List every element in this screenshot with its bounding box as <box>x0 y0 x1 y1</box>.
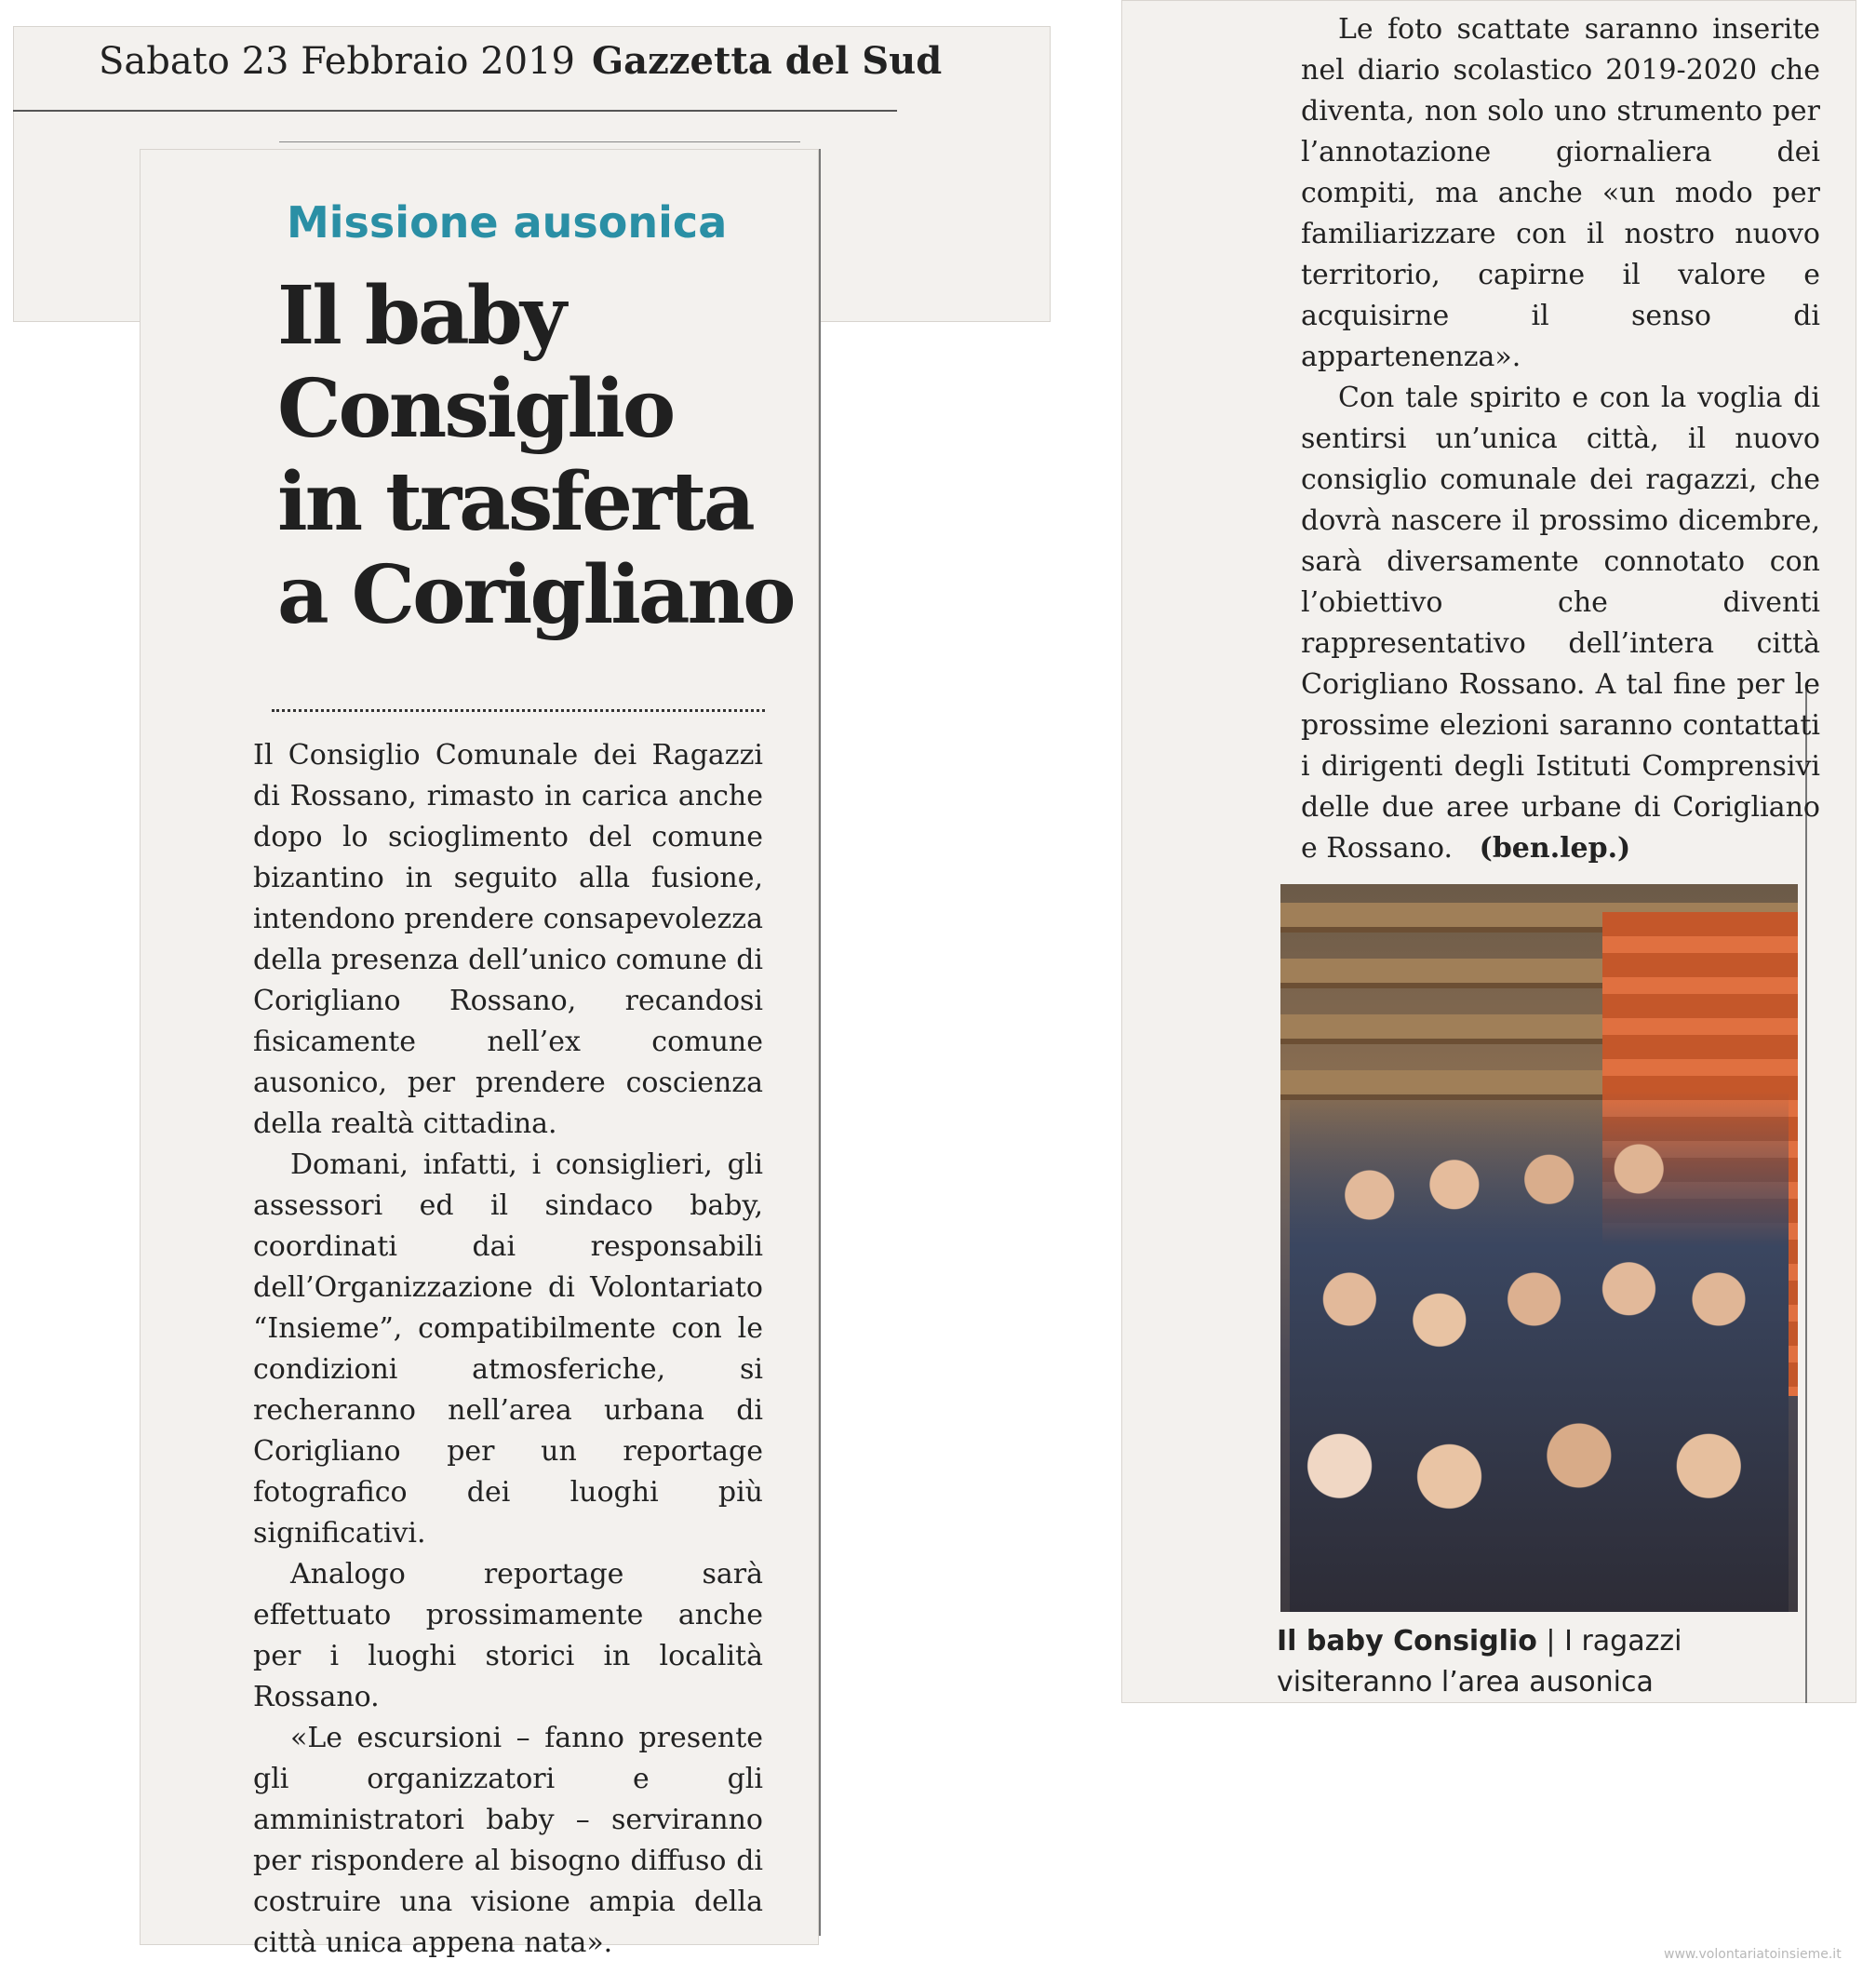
paragraph: Il Consiglio Comunale dei Ragazzi di Rossano, rimasto in carica anche dopo lo scioglimento del comune bizantino in seguito alla fusione, intendono prendere consapevolezza della presenza dell’unico comune di Corigliano Rossano, recandosi fisicamente nell’ex comune ausonico, per prendere coscienza della realtà cittadina. <box>253 739 763 1140</box>
article-body-right <box>1301 9 1820 869</box>
masthead-rule <box>13 110 897 112</box>
website-watermark: www.volontariatoinsieme.it <box>1664 1947 1842 1962</box>
photo-caption <box>1277 1621 1816 1703</box>
masthead <box>99 39 943 83</box>
dotted-separator <box>272 709 765 712</box>
author-signature: (ben.lep.) <box>1479 832 1631 865</box>
article-body-left <box>253 735 763 1964</box>
left-column-border <box>819 149 821 1936</box>
photo-crowd <box>1290 1091 1789 1612</box>
paragraph: Domani, infatti, i consiglieri, gli assessori ed il sindaco baby, coordinati dai responsabili dell’Organizzazione di Volontariato “Insieme”, compatibilmente con le condizioni atmosferiche, si recheranno nell’area urbana di Corigliano per un reportage fotografico dei luoghi più significativi. <box>253 1148 763 1550</box>
headline-line-3: in trasferta <box>277 455 753 549</box>
caption-separator: | <box>1546 1625 1556 1658</box>
article-kicker: Missione ausonica <box>287 197 728 248</box>
column-rule <box>279 141 800 142</box>
paragraph <box>1301 378 1820 869</box>
paragraph-text: Con tale spirito e con la voglia di sentirsi un’unica città, il nuovo consiglio comunale dei ragazzi, che dovrà nascere il prossimo dicembre, sarà diversamente connotato con l’obiettivo che diventi rappresentativo dell’intera città Corigliano Rossano. A tal fine per le prossime elezioni saranno contattati i dirigenti degli Istituti Comprensivi delle due aree urbane di Corigliano e Rossano. <box>1301 382 1820 865</box>
paragraph: Analogo reportage sarà effettuato prossimamente anche per i luoghi storici in località Rossano. <box>253 1558 763 1713</box>
headline-line-4: a Corigliano <box>277 548 794 642</box>
article-headline <box>277 270 798 642</box>
caption-text: I ragazzi visiteranno l’area ausonica <box>1277 1625 1682 1698</box>
issue-date: Sabato 23 Febbraio 2019 <box>99 40 575 83</box>
paragraph: Le foto scattate saranno inserite nel diario scolastico 2019-2020 che diventa, non solo uno strumento per l’annotazione giornaliera dei compiti, ma anche «un modo per familiarizzare con il nostro nuovo territorio, capirne il valore e acquisirne il senso di appartenenza». <box>1301 13 1820 373</box>
group-photo <box>1280 884 1798 1612</box>
headline-line-1: Il baby <box>277 269 564 363</box>
headline-line-2: Consiglio <box>277 362 674 456</box>
paragraph: «Le escursioni – fanno presente gli organizzatori e gli amministratori baby – serviranno per rispondere al bisogno diffuso di costruire una visione ampia della città unica appena nata». <box>253 1722 763 1959</box>
caption-title: Il baby Consiglio <box>1277 1625 1537 1658</box>
newspaper-name: Gazzetta del Sud <box>592 39 943 83</box>
